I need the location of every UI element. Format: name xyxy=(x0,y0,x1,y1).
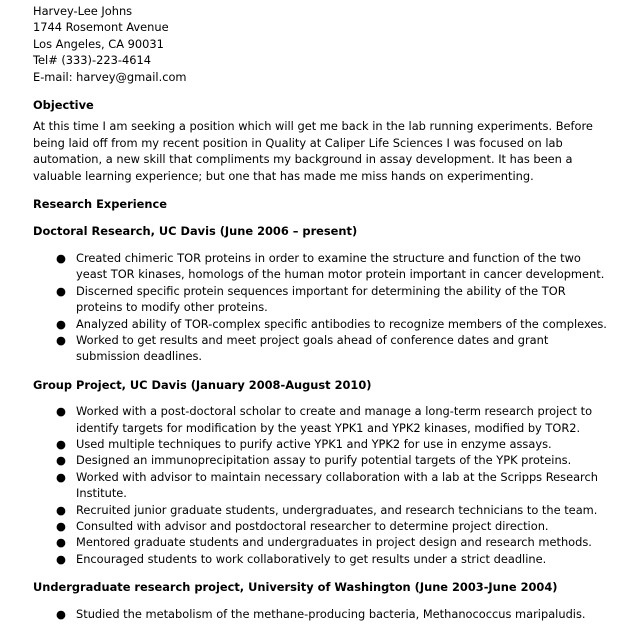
list-item: ● Encouraged students to work collaboratively to get results under a strict deadline. xyxy=(56,551,547,566)
bullet-list xyxy=(33,250,613,365)
list-item: ● Discerned specific protein sequences important for determining the ability of the TOR proteins to modify other proteins. xyxy=(56,283,566,315)
position-title: Doctoral Research, UC Davis (June 2006 – present) xyxy=(33,224,358,239)
bullet-icon: ● xyxy=(56,535,66,550)
contact-email: E-mail: harvey@gmail.com xyxy=(33,69,187,84)
bullet-list xyxy=(33,403,613,567)
bullet-icon: ● xyxy=(56,316,66,331)
objective-heading: Objective xyxy=(33,98,94,113)
list-item: ● Worked with advisor to maintain necessary collaboration with a lab at the Scripps Research Institute. xyxy=(56,469,598,501)
bullet-icon: ● xyxy=(56,453,66,468)
bullet-list xyxy=(33,606,613,622)
contact-city: Los Angeles, CA 90031 xyxy=(33,36,164,51)
list-item: ● Studied the metabolism of the methane-producing bacteria, Methanococcus maripaludis. xyxy=(56,606,586,621)
list-item: ● Used multiple techniques to purify active YPK1 and YPK2 for use in enzyme assays. xyxy=(56,436,552,451)
contact-street: 1744 Rosemont Avenue xyxy=(33,20,169,35)
bullet-icon: ● xyxy=(56,469,66,484)
contact-phone: Tel# (333)-223-4614 xyxy=(33,53,151,68)
research-heading: Research Experience xyxy=(33,197,167,212)
contact-block xyxy=(33,3,613,85)
position-title: Undergraduate research project, University of Washington (June 2003-June 2004) xyxy=(33,580,558,595)
position-title: Group Project, UC Davis (January 2008-August 2010) xyxy=(33,377,372,392)
bullet-icon: ● xyxy=(56,436,66,451)
list-item: ● Recruited junior graduate students, undergraduates, and research technicians to the team. xyxy=(56,502,598,517)
list-item: ● Created chimeric TOR proteins in order to examine the structure and function of the two yeast TOR kinases, homologs of the human motor protein important in cancer development. xyxy=(56,250,605,282)
bullet-icon: ● xyxy=(56,250,66,265)
list-item: ● Consulted with advisor and postdoctoral researcher to determine project direction. xyxy=(56,518,549,533)
bullet-icon: ● xyxy=(56,518,66,533)
bullet-icon: ● xyxy=(56,404,66,419)
bullet-icon: ● xyxy=(56,606,66,621)
list-item: ● Mentored graduate students and undergraduates in project design and research methods. xyxy=(56,535,592,550)
list-item: ● Worked with a post-doctoral scholar to create and manage a long-term research project to identify targets for modification by the yeast YPK1 and YPK2 kinases, modified by TOR2. xyxy=(56,404,593,435)
bullet-icon: ● xyxy=(56,551,66,566)
bullet-icon: ● xyxy=(56,283,66,298)
list-item: ● Worked to get results and meet project goals ahead of conference dates and grant submission deadlines. xyxy=(56,332,549,364)
objective-text: At this time I am seeking a position which will get me back in the lab running experiments. Before being laid off from my recent position in Quality at Caliper Life Sciences I was focused on lab automation, a new skill that compliments my background in assay development. It has been a valuable learning experience; but one that has made me miss hands on experimenting. xyxy=(33,119,593,183)
resume-document xyxy=(33,3,613,622)
contact-name: Harvey-Lee Johns xyxy=(33,4,133,18)
list-item: ● Analyzed ability of TOR-complex specific antibodies to recognize members of the complexes. xyxy=(56,316,607,331)
list-item: ● Designed an immunoprecipitation assay to purify potential targets of the YPK proteins. xyxy=(56,453,572,468)
bullet-icon: ● xyxy=(56,502,66,517)
bullet-icon: ● xyxy=(56,332,66,347)
